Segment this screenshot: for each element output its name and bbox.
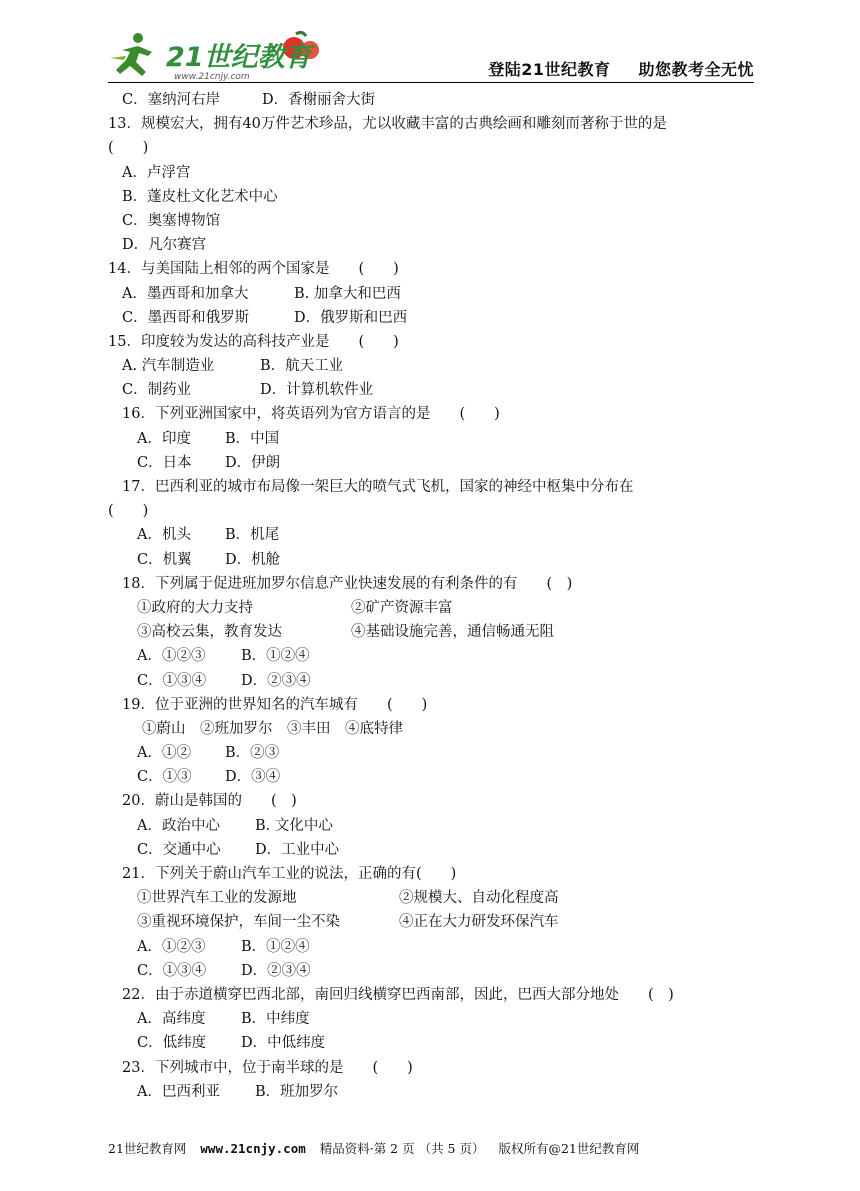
text-line [108, 838, 768, 862]
option-left: A．高纬度 [137, 1011, 206, 1028]
option-left: ①政府的大力支持 [137, 599, 253, 616]
option-right: B．①②④ [241, 938, 310, 955]
option-right: D．计算机软件业 [260, 382, 374, 399]
text-line [108, 306, 768, 330]
text-line: 17．巴西利亚的城市布局像一架巨大的喷气式飞机，国家的神经中枢集中分布在 [122, 479, 634, 495]
text-line [108, 596, 768, 620]
text-line [108, 620, 768, 644]
option-right: ④基础设施完善，通信畅通无阻 [351, 624, 554, 641]
text-line [108, 451, 768, 475]
option-right: D．②③④ [241, 962, 311, 979]
option-left: C．①③④ [137, 672, 207, 689]
option-right: B．机尾 [225, 527, 280, 544]
text-line [108, 765, 768, 789]
site-logo [108, 28, 348, 82]
option-right: D．②③④ [241, 672, 311, 689]
text-line: 18．下列属于促进班加罗尔信息产业快速发展的有利条件的有 ( ) [122, 575, 573, 592]
text-line [108, 669, 768, 693]
text-line: ( ) [108, 503, 149, 520]
text-line: 19．位于亚洲的世界知名的汽车城有 ( ) [122, 696, 428, 713]
text-line [108, 1031, 768, 1055]
text-line [108, 548, 768, 572]
text-line [108, 427, 768, 451]
text-line: 20．蔚山是韩国的 ( ) [122, 793, 297, 810]
option-left: A．巴西利亚 [137, 1083, 220, 1100]
option-left: A．①② [137, 745, 191, 762]
option-right: D．伊朗 [225, 454, 281, 471]
text-line: 21．下列关于蔚山汽车工业的说法，正确的有( ) [122, 866, 457, 882]
svg-text:21世纪教育: 21世纪教育 [166, 42, 312, 73]
text-line [108, 959, 768, 983]
option-right: D．机舱 [225, 551, 281, 568]
question-list [108, 88, 768, 1104]
text-line: C．奥塞博物馆 [122, 212, 221, 229]
text-line [108, 1007, 768, 1031]
text-line [108, 741, 768, 765]
option-right: B．②③ [225, 745, 280, 762]
text-line: ①蔚山 ②班加罗尔 ③丰田 ④底特律 [142, 720, 403, 737]
option-left: A．①②③ [137, 648, 206, 665]
text-line: 14．与美国陆上相邻的两个国家是 ( ) [108, 261, 399, 278]
option-right: B．中国 [225, 430, 280, 447]
option-left: A．政治中心 [137, 817, 220, 834]
footer-copyright: 版权所有@21世纪教育网 [498, 1141, 640, 1156]
option-left: C．低纬度 [137, 1035, 207, 1052]
option-left: A．墨西哥和加拿大 [122, 285, 249, 302]
option-left: C．日本 [137, 454, 192, 471]
header-slogan [488, 57, 754, 80]
option-left: C．墨西哥和俄罗斯 [122, 309, 250, 326]
option-right: ②矿产资源丰富 [351, 599, 453, 616]
option-right: D．中低纬度 [241, 1035, 326, 1052]
text-line: B．蓬皮杜文化艺术中心 [122, 188, 278, 205]
text-line: A．卢浮宫 [122, 164, 191, 181]
option-left: ③重视环境保护，车间一尘不染 [137, 914, 340, 931]
text-line [108, 935, 768, 959]
option-left: C．制药业 [122, 382, 192, 399]
option-right: B．中纬度 [241, 1011, 310, 1028]
option-left: A．①②③ [137, 938, 206, 955]
option-right: B．航天工业 [260, 358, 344, 375]
text-line [108, 814, 768, 838]
header-divider [108, 82, 754, 83]
option-right: D．③④ [225, 769, 281, 786]
svg-text:www.21cnjy.com: www.21cnjy.com [174, 72, 250, 82]
footer-page-info: 精品资料·第 2 页 （共 5 页） [319, 1141, 485, 1156]
option-left: ③高校云集，教育发达 [137, 624, 282, 641]
option-left: C．塞纳河右岸 [122, 92, 221, 108]
option-left: C．①③ [137, 769, 192, 786]
text-line: 13．规模宏大，拥有40万件艺术珍品，尤以收藏丰富的古典绘画和雕刻而著称于世的是 [108, 116, 667, 133]
text-line: D．凡尔赛宫 [122, 237, 207, 254]
text-line [108, 910, 768, 934]
footer-site: 21世纪教育网 [108, 1141, 187, 1156]
option-left: C．交通中心 [137, 841, 221, 858]
option-left: A. 汽车制造业 [122, 358, 215, 375]
running-figure-icon [110, 33, 152, 76]
text-line [108, 644, 768, 668]
option-right: ④正在大力研发环保汽车 [399, 914, 559, 931]
text-line [108, 886, 768, 910]
text-line [108, 378, 768, 402]
page-footer [108, 1139, 754, 1157]
text-line: 23．下列城市中，位于南半球的是 ( ) [122, 1059, 413, 1076]
option-left: A．印度 [137, 430, 191, 447]
text-line [108, 1080, 768, 1104]
text-line: ( ) [108, 140, 149, 157]
option-left: C．①③④ [137, 962, 207, 979]
text-line [108, 354, 768, 378]
footer-url[interactable]: www.21cnjy.com [200, 1141, 306, 1156]
slogan-left: 登陆21世纪教育 [488, 60, 611, 79]
option-right: D．香榭丽舍大街 [262, 92, 376, 108]
option-right: B．班加罗尔 [255, 1083, 339, 1100]
option-right: ②规模大、自动化程度高 [399, 890, 559, 907]
option-right: B．①②④ [241, 648, 310, 665]
slogan-right: 助您教考全无忧 [638, 60, 754, 79]
option-right: D．工业中心 [255, 841, 340, 858]
option-right: D．俄罗斯和巴西 [294, 309, 408, 326]
option-right: B. 文化中心 [255, 817, 333, 834]
text-line: 16．下列亚洲国家中，将英语列为官方语言的是 ( ) [122, 406, 500, 423]
option-right: B. 加拿大和巴西 [294, 285, 401, 302]
text-line [108, 282, 768, 306]
page-header [108, 28, 754, 82]
text-line [108, 88, 768, 112]
text-line: 15．印度较为发达的高科技产业是 ( ) [108, 333, 399, 350]
option-left: A．机头 [137, 527, 191, 544]
text-line [108, 523, 768, 547]
option-left: C．机翼 [137, 551, 192, 568]
text-line: 22．由于赤道横穿巴西北部，南回归线横穿巴西南部，因此，巴西大部分地处 ( ) [122, 986, 674, 1003]
option-left: ①世界汽车工业的发源地 [137, 890, 297, 907]
